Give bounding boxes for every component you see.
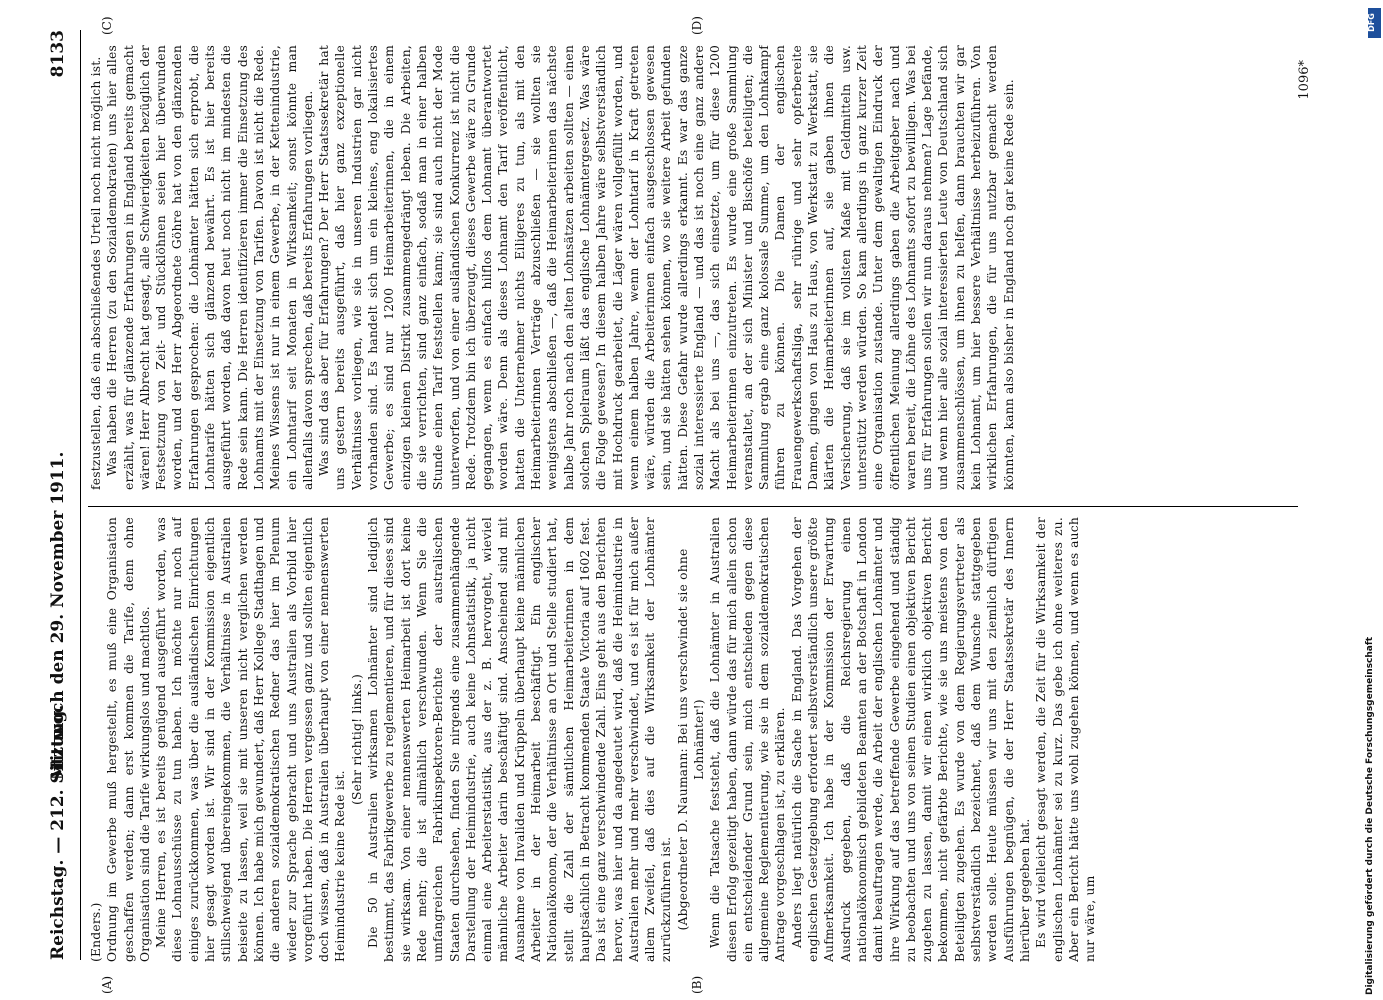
left-column [88,517,1298,962]
speaker-tag: (Enders.) [89,902,103,962]
paragraph: Was sind das aber für Erfahrungen? Der Herr Staatssekretär hat uns gestern bereits ausgeführt, daß hier ganz exzeptionelle Verhältnisse vorliegen, wie sie in unseren Industrien gar nicht vorhanden sind. Es handelt sich um ein kleines, eng lokalisiertes Gewerbe; es sind nur 1200 Heimarbeiterinnen, die in einem einzigen kleinen Distrikt zusammengedrängt leben. Die Arbeiten, die sie verrichten, sind ganz einfach, sodaß man in einer halben Stunde einen Tarif feststellen kann; sie sind auch nicht der Mode unterworfen, und von einer ausländischen Konkurrenz ist nicht die Rede. Trotzdem bin ich überzeugt, dieses Gewerbe wäre zu Grunde gegangen, wenn es einfach hilflos dem Lohnamt überantwortet worden wäre. Denn als dieses Lohnamt den Tarif veröffentlicht, hatten die Unternehmer nichts Eiligeres zu tun, als mit den Heimarbeiterinnen Verträge abzuschließen — sie wollten sie wenigstens abschließen —, daß die Heimarbeiterinnen das nächste halbe Jahr noch nach den alten Lohnsätzen arbeiten sollten — einen solchen Spielraum läßt das englische Lohnämtergesetz. Was wäre die Folge gewesen? In diesem halben Jahre wäre selbstverständlich mit Hochdruck gearbeitet, die Läger wären vollgefüllt worden, und wenn einem halben Jahre, wenn der Lohntarif in Kraft getreten wäre, würden die Arbeiterinnen einfach ausgeschlossen gewesen sein, und sie hätten sehen können, wo sie weitere Arbeit gefunden hätten. Diese Gefahr wurde allerdings erkannt. Es war das ganze sozial interessierte England — und das ist noch eine ganz andere Macht als bei uns —, das sich einsetzte, um für diese 1200 Heimarbeiterinnen einzutreten. Es wurde eine große Sammlung veranstaltet, an der sich Minister und Bischöfe beteiligten; die Sammlung ergab eine ganz kolossale Summe, um den Lohnkampf führen zu können. Die Damen der englischen Frauengewerkschaftsliga, sehr rührige und sehr opferbereite Damen, gingen von Haus zu Haus, von Werkstatt zu Werkstatt, sie klärten die Heimarbeiterinnen auf, sie gaben ihnen die Versicherung, daß sie im vollsten Maße mit Geldmitteln usw. unterstützt werden würden. So kam allerdings in ganz kurzer Zeit eine Organisation zustande. Unter dem gewaltigen Eindruck der öffentlichen Meinung allerdings gaben die Arbeitgeber nach und waren bereit, die Löhne des Lohnamts sofort zu bewilligen. Was bei uns für Erfahrungen sollen wir nun daraus nehmen? Lage befände, und wenn hier alle sozial interessierten Leute von Deutschland sich zusammenschlössen, um ihnen zu helfen, dann brauchten wir gar kein Lohnamt, um hier bessere Verhältnisse herbeizuführen. Von wirklichen Erfahrungen, die für uns nutzbar gemacht werden könnten, kann also bisher in England noch gar keine Rede sein. [317,45,1016,490]
paragraph: Ordnung im Gewerbe muß hergestellt, es muß eine Organisation geschaffen werden; dann erst kommen die Tarife, denn ohne Organisation sind die Tarife wirkungslos und machtlos. [105,517,152,962]
paragraph: festzustellen, daß ein abschließendes Urteil noch nicht möglich ist. [89,56,103,490]
digitization-credit: Digitalisierung gefördert durch die Deutsche Forschungsgemeinschaft [1365,636,1375,995]
page-footer: 1096* [1297,60,1312,100]
header-date: Mittwoch den 29. November 1911. [48,451,68,780]
paragraph: Die 50 in Australien wirksamen Lohnämter sind lediglich bestimmt, das Fabrikgewerbe zu reglementieren, und für dieses sind sie wirksam. Von einer nennenswerten Heimarbeit ist dort keine Rede mehr; die ist allmählich verschwunden. Wenn Sie die umfangreichen Fabrikinspektoren-Berichte der australischen Staaten durchsehen, finden Sie nirgends eine zusammenhängende Darstellung der Heimindustrie, auch keine Lohnstatistik, ja nicht einmal eine Arbeiterstatistik, aus der z. B. hervorgeht, wieviel männliche Arbeiter darin beschäftigt sind. Anscheinend sind mit Ausnahme von Invaliden und Krüppeln überhaupt keine männlichen Arbeiter in der Heimarbeit beschäftigt. Ein englischer Nationalökonom, der die Verhältnisse an Ort und Stelle studiert hat, stellt die Zahl der sämtlichen Heimarbeiterinnen in dem hauptsächlich in Betracht kommenden Staate Victoria auf 1602 fest. Das ist eine ganz verschwindende Zahl. Eins geht aus den Berichten hervor, was hier und da angedeutet wird, daß die Heimindustrie in Australien mehr und mehr verschwindet, und es ist für mich außer allem Zweifel, daß dies auf die Wirksamkeit der Lohnämter zurückzuführen ist. [366,517,674,962]
interjection: (Abgeordneter D. Naumann: Bei uns verschwindet sie ohne Lohnämter!) [675,548,706,931]
margin-mark-c: (C) [100,16,114,35]
column-divider [88,506,1298,507]
page-number: 8133 [48,30,68,78]
page-header [48,30,78,960]
dfg-logo [1368,8,1381,38]
paragraph: Anders liegt natürlich die Sache in England. Das Vorgehen der englischen Gesetzgebung erfordert selbstverständlich unsere größte Aufmerksamkeit. Ich habe in der Kommission der Erwartung Ausdruck gegeben, daß die Reichsregierung einen nationalökonomisch gebildeten Beamten an der Botschaft in London damit beauftragen werde, die Arbeit der englischen Lohnämter und ihre Wirkung auf das betreffende Gewerbe eingehend und ständig zu beobachten und uns von seinen Studien einen objektiven Bericht zugehen zu lassen, damit wir einen wirklich objektiven Bericht bekommen, nicht gefärbte Berichte, wie sie uns meistens von den Beteiligten zugehen. Es wurde von dem Regierungsvertreter als selbstverständlich bezeichnet, daß dem Wunsche stattgegeben werden solle. Heute müssen wir uns mit den ziemlich dürftigen Ausführungen begnügen, die der Herr Staatssekretär des Innern hierüber gegeben hat. [789,517,1032,962]
dfg-logo-text: DFG [1366,13,1376,32]
paragraph: Es wird vielleicht gesagt werden, die Zeit für die Wirksamkeit der englischen Lohnämter sei zu kurz. Das gebe ich ohne weiteres zu. Aber ein Bericht hätte uns wohl zugehen können, und wenn es auch nur wäre, um [1034,517,1098,962]
paragraph: Was haben die Herren (zu den Sozialdemokraten) uns hier alles erzählt, was für glänzende Erfahrungen in England bereits gemacht wären! Herr Albrecht hat gesagt, alle Schwierigkeiten bezüglich der Festsetzung von Zeit- und Stücklöhnen seien hier überwunden worden, und der Herr Abgeordnete Göhre hat von den glänzenden Erfahrungen gesprochen: die Lohnämter hätten sich erprobt, die Lohntarife hätten sich glänzend bewährt. Es ist hier bereits ausgeführt worden, daß davon heut noch nicht im mindesten die Rede sein kann. Die Herren identifizieren immer die Einsetzung des Lohnamts mit der Einsetzung von Tarifen. Davon ist nicht die Rede. Meines Wissens ist nur in einem Gewerbe, in der Kettenindustrie, ein Lohntarif seit Monaten in Wirksamkeit; sonst könnte man allenfalls davon sprechen, daß bereits Erfahrungen vorliegen. [105,45,315,490]
margin-mark-d: (D) [690,16,704,35]
paragraph: Wenn die Tatsache feststeht, daß die Lohnämter in Australien diesen Erfolg gezeitigt haben, dann würde das für mich allein schon ein entscheidender Grund sein, mich entschieden gegen diese allgemeine Reglementierung, wie sie in dem sozialdemokratischen Antrage vorgeschlagen ist, zu erklären. [708,517,788,962]
header-session: Reichstag. — 212. Sitzung. [48,704,68,960]
paragraph: Meine Herren, es ist bereits genügend ausgeführt worden, was diese Lohnausschüsse zu tun haben. Ich möchte nur noch auf einiges zurückkommen, was über die ausländischen Einrichtungen hier gesagt worden ist. Wir sind in der Kommission eigentlich stillschweigend übereingekommen, die Verhältnisse in Australien beiseite zu lassen, weil sie mit unseren nicht verglichen werden können. Ich habe mich gewundert, daß Herr Kollege Stadthagen und die anderen sozialdemokratischen Redner das hier im Plenum wieder zur Sprache gebracht und uns Australien als Vorbild hier vorgeführt haben. Die Herren vergessen ganz und sollten eigentlich doch wissen, daß in Australien überhaupt von einer nennenswerten Heimindustrie keine Rede ist. [154,517,348,962]
margin-mark-b: (B) [690,975,704,994]
interjection: (Sehr richtig! links.) [349,673,364,806]
margin-mark-a: (A) [100,975,114,994]
right-column [88,45,1298,490]
header-rule [80,30,81,960]
